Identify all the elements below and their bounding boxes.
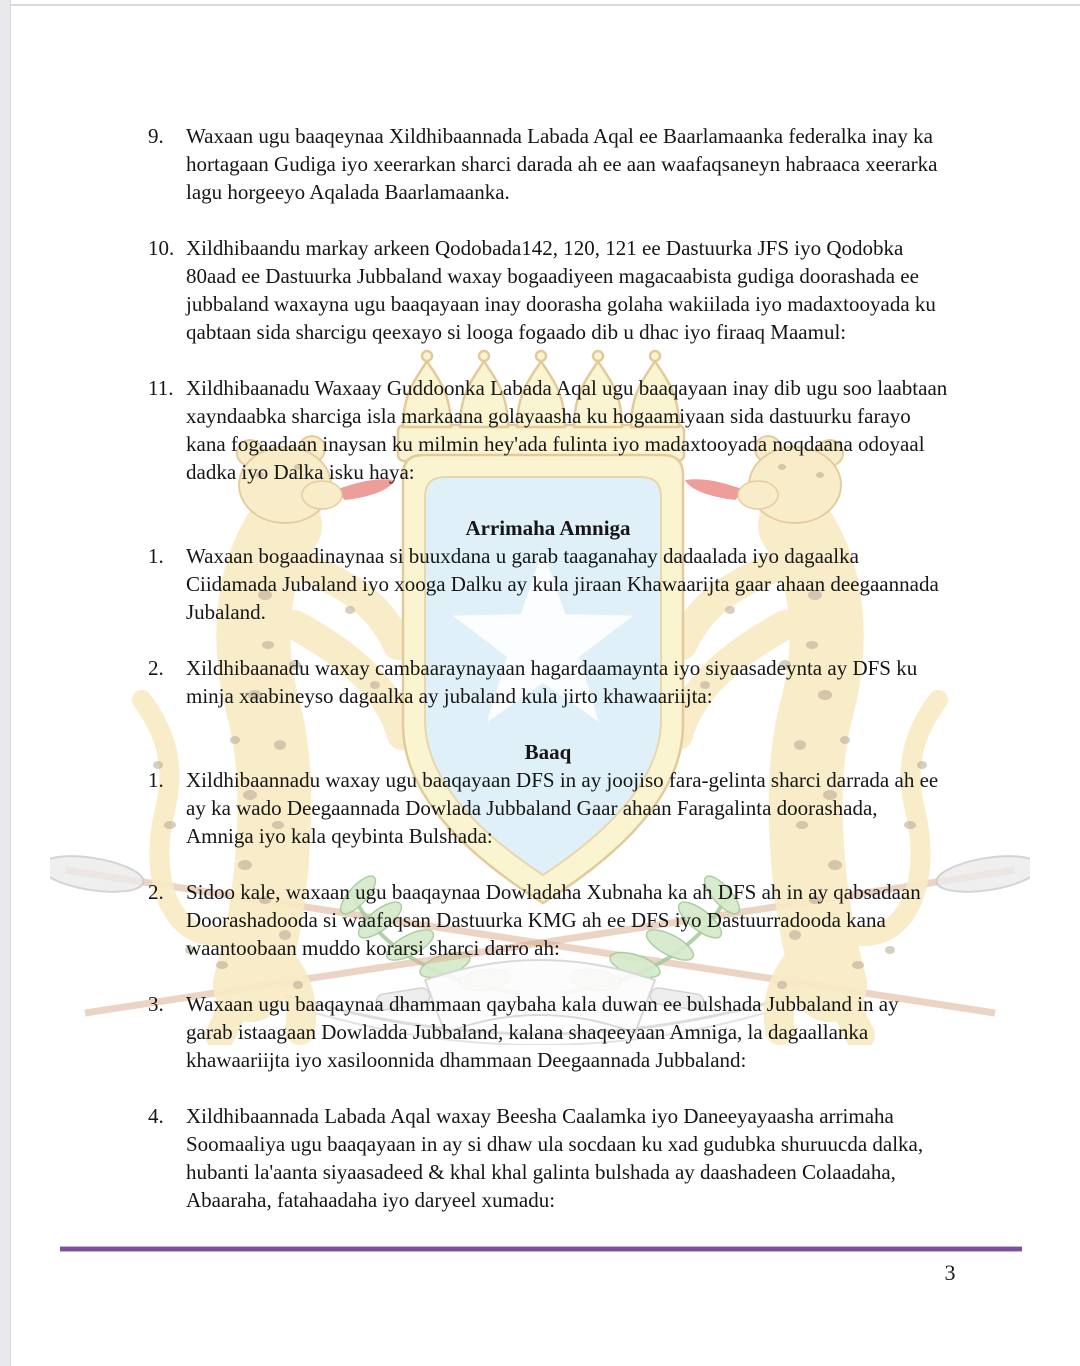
section-heading-arrimaha-amniga: Arrimaha Amniga (465, 516, 631, 540)
list-item-number: 2. (148, 656, 164, 680)
list-item-text: Waxaan ugu baaqaynaa dhammaan qaybaha kala duwan ee bulshada Jubbaland in ay garab istaagaan Dowladda Jubbaland, kalana shaqeeyaan Amniga, la dagaallanka khawaariijta iyo xasiloonnida dhammaan Deegaannada Jubbaland: (186, 992, 899, 1072)
list-item-number: 4. (148, 1104, 164, 1128)
list-item-text: Waxaan bogaadinaynaa si buuxdana u garab taaganahay dadaalada iyo dagaalka Ciidamada Jubaland iyo xooga Dalku ay kula jiraan Khawaarijta gaar ahaan deegaannada Jubaland. (186, 544, 939, 624)
list-item (148, 766, 948, 850)
list-item (148, 654, 948, 710)
list-item-number: 1. (148, 544, 164, 568)
list-item-number: 10. (148, 236, 175, 260)
list-item-number: 2. (148, 880, 164, 904)
footer-divider (60, 1246, 1022, 1252)
list-item-text: Xildhibaanadu Waxaay Guddoonka Labada Aqal ugu baaqayaan inay dib ugu soo laabtaan xayndaabka sharciga isla markaana golayaasha ku hogaamiyaan sida dastuurku farayo kana fogaadaan inaysan ku milmin hey'ada fulinta iyo madaxtooyada noqdaana odoyaal dadka iyo Dalka isku haya: (186, 376, 948, 484)
list-item-text: Sidoo kale, waxaan ugu baaqaynaa Dowladaha Xubnaha ka ah DFS ah in ay qabsadaan Doorashadooda si waafaqsan Dastuurka KMG ah ee DFS iyo Dastuurradooda kana waantoobaan muddo korarsi sharci darro ah: (186, 880, 921, 960)
list-item-number: 1. (148, 768, 164, 792)
list-item (148, 542, 948, 626)
list-item-text: Waxaan ugu baaqeynaa Xildhibaannada Labada Aqal ee Baarlamaanka federalka inay ka hortagaan Gudiga iyo xeerarkan sharci darada ah ee aan waafaqsaneyn habraaca xeerarka lagu horgeeyo Aqalada Baarlamaanka. (186, 124, 938, 204)
list-item-number: 9. (148, 124, 164, 148)
section-heading-baaq: Baaq (524, 740, 572, 764)
list-item-number: 11. (148, 376, 174, 400)
list-item (148, 878, 948, 962)
list-item-text: Xildhibaannadu waxay ugu baaqayaan DFS in ay joojiso fara-gelinta sharci darrada ah ee ay ka wado Deegaannada Dowlada Jubbaland Gaar ahaan Faragalinta doorashada, Amniga iyo kala qeybinta Bulshada: (186, 768, 939, 848)
list-item-number: 3. (148, 992, 164, 1016)
list-item-text: Xildhibaannada Labada Aqal waxay Beesha Caalamka iyo Daneeyayaasha arrimaha Soomaaliya ugu baaqayaan in ay si dhaw ula socdaan ku xad gudubka shuruucda dalka, hubanti la'aanta siyaasadeed & khal khal galinta bulshada ay daashadeen Colaadaha, Abaaraha, fatahaadaha iyo daryeel xumadu: (186, 1104, 924, 1212)
document-body (148, 122, 948, 1242)
left-edge-shade (0, 0, 11, 1366)
list-item (148, 234, 948, 346)
list-item (148, 374, 948, 486)
list-item-text: Xildhibaandu markay arkeen Qodobada142, 120, 121 ee Dastuurka JFS iyo Qodobka 80aad ee Dastuurka Jubbaland waxay bogaadiyeen magacaabista gudiga doorashada ee jubbaland waxayna ugu baaqayaan inay doorasha golaha wakiilada iyo madaxtooyada ku qabtaan sida sharcigu qeexayo si looga fogaado dib u dhac iyo firaaq Maamul: (186, 236, 936, 344)
list-item (148, 1102, 948, 1214)
list-item (148, 122, 948, 206)
top-edge-line (10, 4, 1080, 6)
page-number: 3 (944, 1260, 956, 1285)
list-item-text: Xildhibaanadu waxay cambaaraynayaan hagardaamaynta iyo siyaasadeynta ay DFS ku minja xaabineyso dagaalka ay jubaland kula jirto khawaariijta: (186, 656, 918, 708)
list-item (148, 990, 948, 1074)
